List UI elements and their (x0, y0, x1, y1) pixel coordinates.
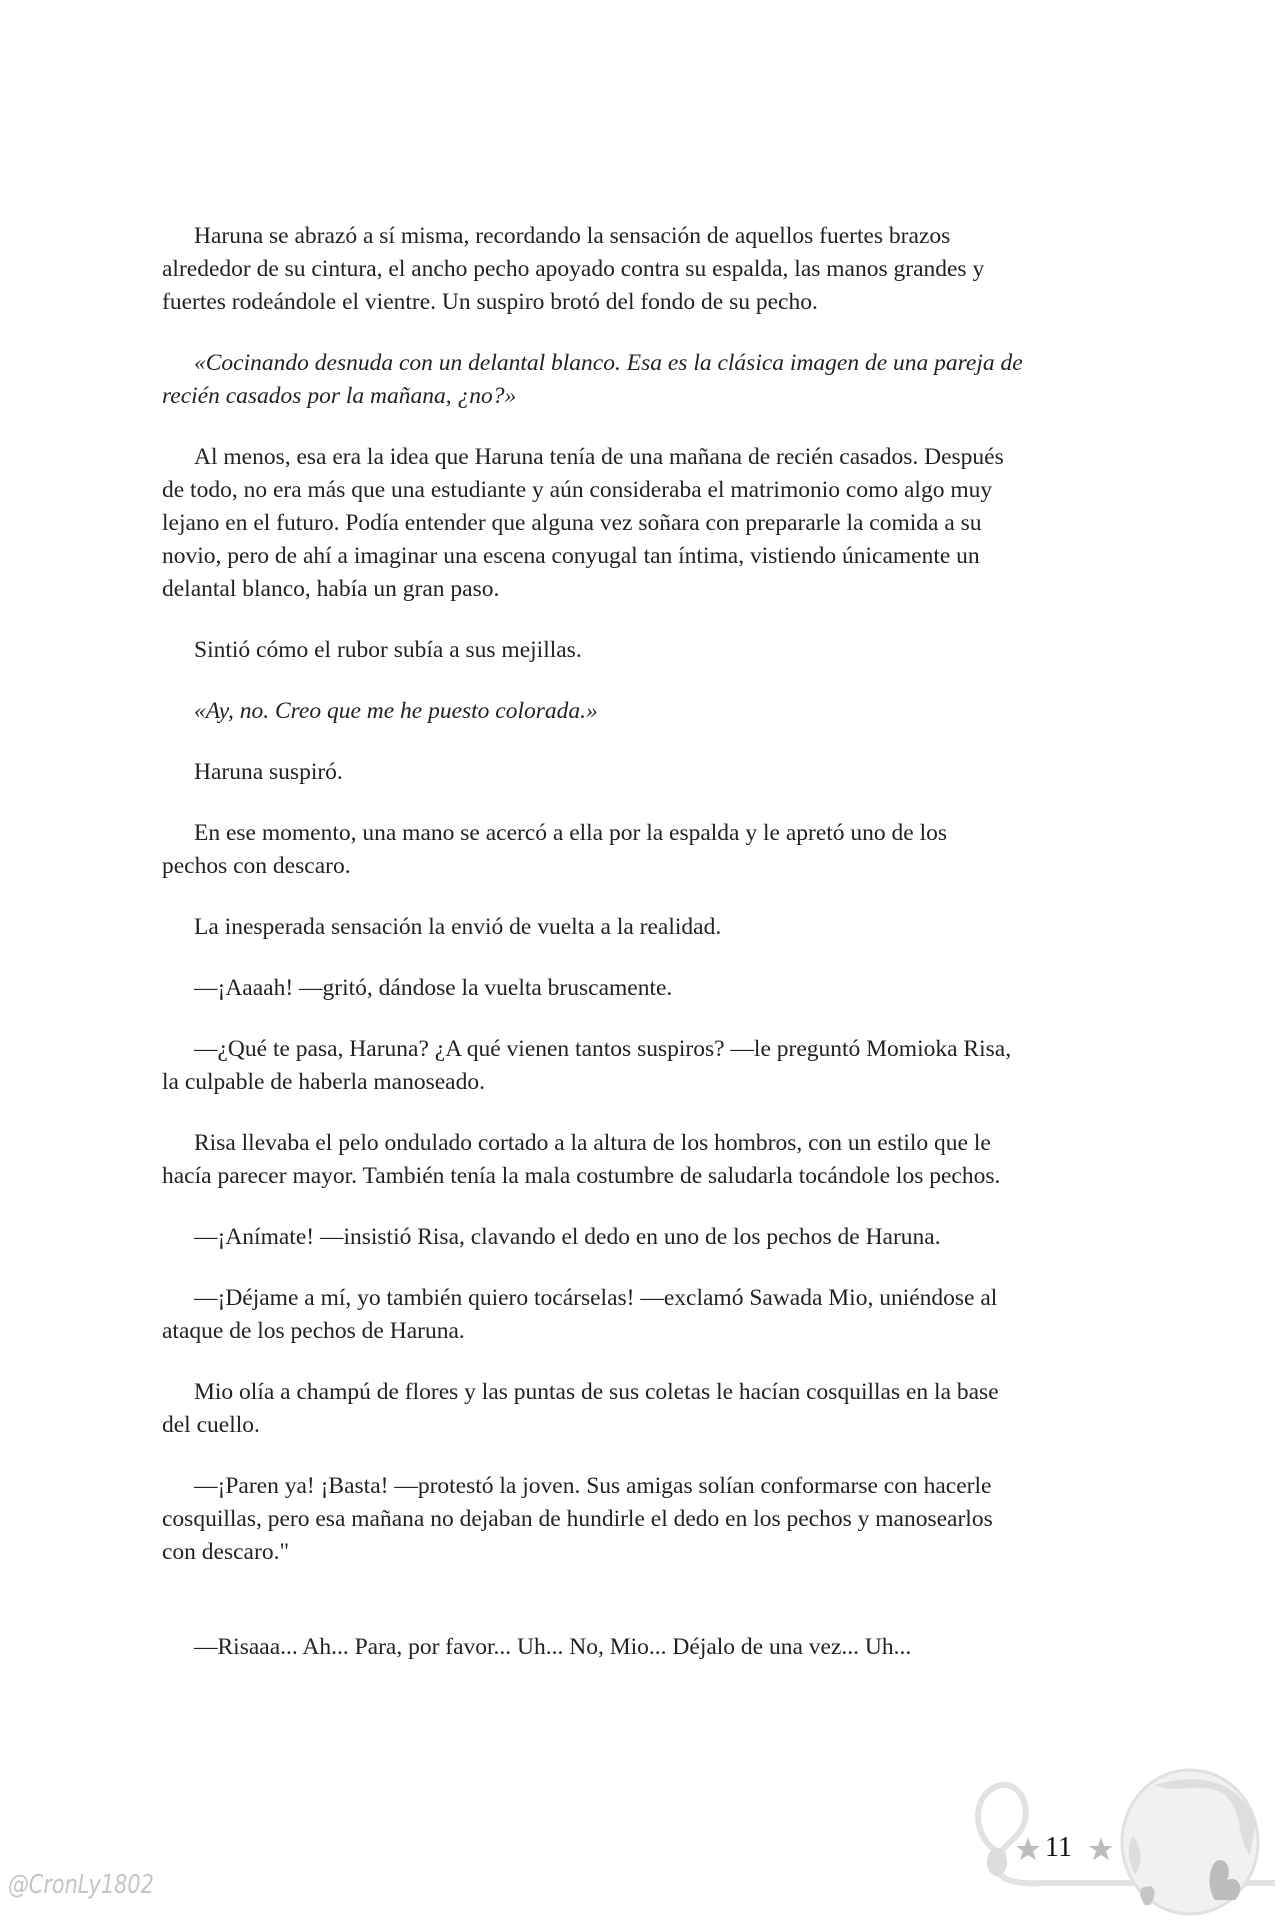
text-line: recién casados por la mañana, ¿no?» (162, 383, 517, 409)
paragraph (162, 972, 1122, 1005)
text-line: de todo, no era más que una estudiante y aún consideraba el matrimonio como algo muy (162, 477, 993, 503)
text-line: Al menos, esa era la idea que Haruna tenía de una mañana de recién casados. Después (194, 444, 1004, 470)
text-line: Haruna se abrazó a sí misma, recordando la sensación de aquellos fuertes brazos (194, 223, 951, 249)
text-line: —¡Paren ya! ¡Basta! —protestó la joven. Sus amigas solían conformarse con hacerle (194, 1473, 992, 1499)
paragraph (162, 1127, 1122, 1193)
star-icon (1016, 1837, 1040, 1860)
paragraph (162, 695, 1122, 728)
paragraph (162, 1631, 1122, 1664)
text-line: —¡Déjame a mí, yo también quiero tocárselas! —exclamó Sawada Mio, uniéndose al (194, 1285, 998, 1311)
text-line: Haruna suspiró. (194, 759, 343, 785)
text-line: novio, pero de ahí a imaginar una escena conyugal tan íntima, vistiendo únicamente un (162, 543, 980, 569)
page-number: 11 (1045, 1832, 1072, 1863)
text-line: la culpable de haberla manoseado. (162, 1069, 485, 1095)
paragraph (162, 1282, 1122, 1348)
text-line: del cuello. (162, 1412, 260, 1438)
text-line: lejano en el futuro. Podía entender que alguna vez soñara con prepararle la comida a su (162, 510, 982, 536)
paragraph (162, 817, 1122, 883)
text-line: Sintió cómo el rubor subía a sus mejillas. (194, 637, 582, 663)
paragraph (162, 347, 1122, 413)
paragraph (162, 1470, 1122, 1569)
text-line: «Ay, no. Creo que me he puesto colorada.» (194, 698, 598, 724)
text-line: hacía parecer mayor. También tenía la mala costumbre de saludarla tocándole los pechos. (162, 1163, 1001, 1189)
text-line: La inesperada sensación la envió de vuelta a la realidad. (194, 914, 722, 940)
text-line: —Risaaa... Ah... Para, por favor... Uh... No, Mio... Déjalo de una vez... Uh... (194, 1634, 912, 1660)
paragraph (162, 441, 1122, 606)
paragraph (162, 634, 1122, 667)
page-ornament-icon (955, 1765, 1275, 1922)
text-line: pechos con descaro. (162, 853, 351, 879)
paragraph (162, 1033, 1122, 1099)
paragraph (162, 1221, 1122, 1254)
text-line: alrededor de su cintura, el ancho pecho apoyado contra su espalda, las manos grandes y (162, 256, 985, 282)
body-text (162, 220, 1122, 1692)
text-line: —¿Qué te pasa, Haruna? ¿A qué vienen tantos suspiros? —le preguntó Momioka Risa, (194, 1036, 1012, 1062)
text-line: Mio olía a champú de flores y las puntas de sus coletas le hacían cosquillas en la base (194, 1379, 999, 1405)
text-line: con descaro." (162, 1539, 290, 1565)
text-line: ataque de los pechos de Haruna. (162, 1318, 465, 1344)
text-line: Risa llevaba el pelo ondulado cortado a la altura de los hombros, con un estilo que le (194, 1130, 991, 1156)
text-line: —¡Anímate! —insistió Risa, clavando el dedo en uno de los pechos de Haruna. (194, 1224, 941, 1250)
text-line: cosquillas, pero esa mañana no dejaban de hundirle el dedo en los pechos y manosearlos (162, 1506, 993, 1532)
text-line: En ese momento, una mano se acercó a ella por la espalda y le apretó uno de los (194, 820, 948, 846)
watermark: @CronLy1802 (8, 1870, 154, 1900)
star-icon (1089, 1837, 1113, 1860)
text-line: —¡Aaaah! —gritó, dándose la vuelta bruscamente. (194, 975, 673, 1001)
text-line: «Cocinando desnuda con un delantal blanco. Esa es la clásica imagen de una pareja de (194, 350, 1023, 376)
paragraph (162, 756, 1122, 789)
text-line: delantal blanco, había un gran paso. (162, 576, 500, 602)
text-line: fuertes rodeándole el vientre. Un suspiro brotó del fondo de su pecho. (162, 289, 818, 315)
paragraph (162, 220, 1122, 319)
paragraph (162, 1376, 1122, 1442)
paragraph (162, 911, 1122, 944)
